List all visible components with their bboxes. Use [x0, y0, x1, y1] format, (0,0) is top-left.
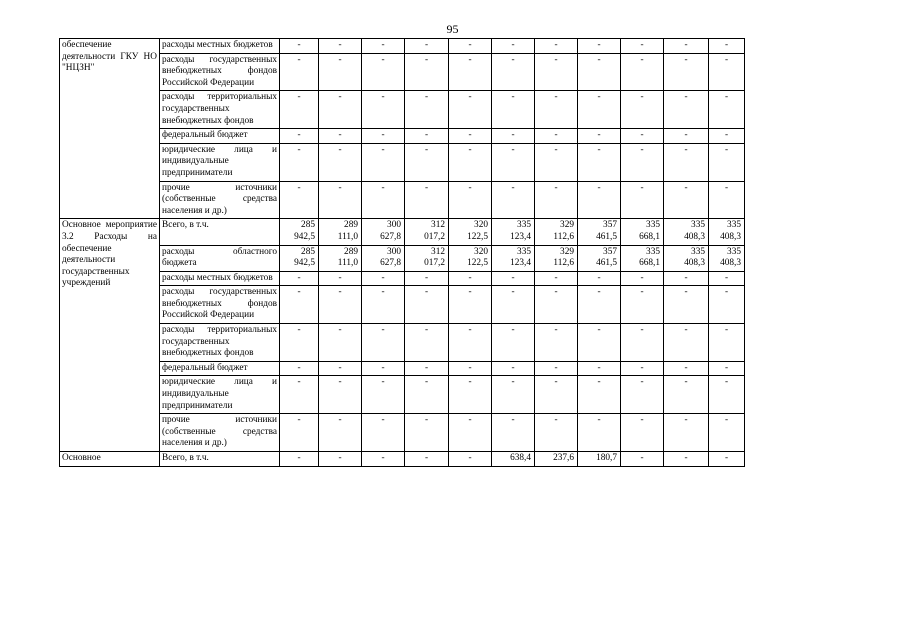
value-cell: - [664, 271, 709, 286]
value-cell: - [535, 129, 578, 144]
table-row [60, 129, 745, 144]
value-cell: - [578, 53, 621, 91]
table-row [60, 91, 745, 129]
value-cell: 335 668,1 [621, 245, 664, 271]
value-cell: - [621, 324, 664, 362]
value-cell: - [449, 129, 492, 144]
funding-source-cell: расходы областного бюджета [160, 245, 280, 271]
value-cell: - [709, 286, 745, 324]
value-cell: - [621, 53, 664, 91]
value-cell: - [535, 324, 578, 362]
value-cell: 289 111,0 [319, 219, 362, 245]
value-cell: - [319, 39, 362, 54]
value-cell: 312 017,2 [405, 219, 449, 245]
funding-source-cell: федеральный бюджет [160, 129, 280, 144]
value-cell: 320 122,5 [449, 245, 492, 271]
value-cell: - [405, 129, 449, 144]
value-cell: - [492, 286, 535, 324]
value-cell: - [362, 39, 405, 54]
funding-source-cell: прочие источники (собственные средства населения и др.) [160, 181, 280, 219]
value-cell: - [492, 91, 535, 129]
value-cell: - [578, 143, 621, 181]
table-row [60, 181, 745, 219]
value-cell: - [535, 271, 578, 286]
table-row [60, 324, 745, 362]
value-cell: - [449, 39, 492, 54]
value-cell: - [362, 414, 405, 452]
value-cell: - [319, 324, 362, 362]
value-cell: - [362, 452, 405, 467]
value-cell: - [621, 129, 664, 144]
value-cell: 357 461,5 [578, 245, 621, 271]
value-cell: - [280, 53, 319, 91]
value-cell: - [405, 271, 449, 286]
value-cell: - [405, 181, 449, 219]
value-cell: - [664, 361, 709, 376]
value-cell: - [578, 324, 621, 362]
value-cell: - [621, 414, 664, 452]
value-cell: 285 942,5 [280, 245, 319, 271]
funding-source-cell: расходы государственных внебюджетных фондов Российской Федерации [160, 286, 280, 324]
value-cell: 289 111,0 [319, 245, 362, 271]
value-cell: - [578, 271, 621, 286]
value-cell: - [405, 39, 449, 54]
value-cell: 329 112,6 [535, 219, 578, 245]
value-cell: - [664, 39, 709, 54]
table-row [60, 452, 745, 467]
value-cell: - [362, 271, 405, 286]
value-cell: - [709, 361, 745, 376]
value-cell: - [621, 91, 664, 129]
value-cell: - [535, 39, 578, 54]
value-cell: - [405, 452, 449, 467]
value-cell: 320 122,5 [449, 219, 492, 245]
funding-source-cell: юридические лица и индивидуальные предприниматели [160, 143, 280, 181]
value-cell: 329 112,6 [535, 245, 578, 271]
value-cell: - [535, 53, 578, 91]
value-cell: - [709, 129, 745, 144]
value-cell: - [621, 39, 664, 54]
value-cell: 357 461,5 [578, 219, 621, 245]
value-cell: - [664, 376, 709, 414]
table-row [60, 39, 745, 54]
value-cell: - [449, 53, 492, 91]
value-cell: - [449, 91, 492, 129]
value-cell: - [449, 271, 492, 286]
value-cell: - [319, 129, 362, 144]
value-cell: - [709, 376, 745, 414]
value-cell: - [280, 452, 319, 467]
funding-source-cell: юридические лица и индивидуальные предприниматели [160, 376, 280, 414]
value-cell: - [621, 452, 664, 467]
value-cell: - [621, 143, 664, 181]
value-cell: - [492, 53, 535, 91]
value-cell: - [362, 91, 405, 129]
value-cell: - [578, 39, 621, 54]
value-cell: - [621, 286, 664, 324]
value-cell: - [709, 39, 745, 54]
value-cell: - [535, 181, 578, 219]
value-cell: 237,6 [535, 452, 578, 467]
value-cell: - [492, 271, 535, 286]
value-cell: - [362, 143, 405, 181]
value-cell: - [535, 91, 578, 129]
value-cell: - [405, 91, 449, 129]
value-cell: 335 408,3 [709, 245, 745, 271]
value-cell: - [578, 91, 621, 129]
value-cell: - [280, 271, 319, 286]
value-cell: - [449, 286, 492, 324]
value-cell: - [578, 376, 621, 414]
funding-source-cell: федеральный бюджет [160, 361, 280, 376]
funding-source-cell: прочие источники (собственные средства населения и др.) [160, 414, 280, 452]
table-row [60, 143, 745, 181]
value-cell: - [492, 324, 535, 362]
value-cell: - [621, 361, 664, 376]
value-cell: - [709, 324, 745, 362]
funding-source-cell: расходы территориальных государственных внебюджетных фондов [160, 324, 280, 362]
value-cell: - [280, 414, 319, 452]
value-cell: - [319, 53, 362, 91]
value-cell: - [709, 271, 745, 286]
value-cell: - [449, 414, 492, 452]
table-row [60, 361, 745, 376]
value-cell: - [664, 286, 709, 324]
value-cell: - [362, 286, 405, 324]
value-cell: - [280, 129, 319, 144]
value-cell: - [621, 376, 664, 414]
table-row [60, 219, 745, 245]
value-cell: - [405, 376, 449, 414]
value-cell: - [319, 452, 362, 467]
program-label-cell: обеспечение деятельности ГКУ НО "НЦЗН" [60, 39, 160, 219]
value-cell: 335 123,4 [492, 219, 535, 245]
value-cell: 312 017,2 [405, 245, 449, 271]
value-cell: - [664, 53, 709, 91]
program-label-cell: Основное [60, 452, 160, 467]
value-cell: - [535, 376, 578, 414]
value-cell: 335 668,1 [621, 219, 664, 245]
table-row [60, 53, 745, 91]
value-cell: - [492, 129, 535, 144]
value-cell: - [280, 324, 319, 362]
value-cell: - [362, 376, 405, 414]
value-cell: - [709, 414, 745, 452]
value-cell: - [319, 271, 362, 286]
value-cell: - [319, 181, 362, 219]
table-row [60, 245, 745, 271]
table-row [60, 376, 745, 414]
value-cell: - [492, 361, 535, 376]
value-cell: - [449, 324, 492, 362]
value-cell: 335 123,4 [492, 245, 535, 271]
value-cell: - [492, 181, 535, 219]
value-cell: 335 408,3 [709, 219, 745, 245]
table-row [60, 286, 745, 324]
value-cell: - [405, 324, 449, 362]
value-cell: - [492, 414, 535, 452]
value-cell: - [319, 143, 362, 181]
value-cell: - [449, 181, 492, 219]
value-cell: - [535, 361, 578, 376]
value-cell: - [319, 414, 362, 452]
budget-table [59, 38, 745, 467]
value-cell: - [405, 286, 449, 324]
value-cell: - [578, 286, 621, 324]
value-cell: - [362, 129, 405, 144]
value-cell: - [449, 452, 492, 467]
value-cell: 335 408,3 [664, 219, 709, 245]
value-cell: - [405, 361, 449, 376]
value-cell: - [578, 129, 621, 144]
value-cell: 300 627,8 [362, 245, 405, 271]
value-cell: - [664, 129, 709, 144]
value-cell: - [405, 53, 449, 91]
value-cell: - [664, 324, 709, 362]
value-cell: - [709, 452, 745, 467]
value-cell: - [621, 271, 664, 286]
value-cell: 335 408,3 [664, 245, 709, 271]
value-cell: - [578, 414, 621, 452]
value-cell: - [664, 414, 709, 452]
program-label-cell: Основное мероприятие 3.2 Расходы на обеспечение деятельности государственных учреждений [60, 219, 160, 452]
value-cell: - [492, 376, 535, 414]
value-cell: - [578, 361, 621, 376]
value-cell: - [709, 91, 745, 129]
value-cell: - [362, 181, 405, 219]
value-cell: - [709, 53, 745, 91]
page-number: 95 [446, 22, 459, 36]
funding-source-cell: расходы территориальных государственных внебюджетных фондов [160, 91, 280, 129]
value-cell: - [664, 452, 709, 467]
funding-source-cell: Всего, в т.ч. [160, 452, 280, 467]
value-cell: - [709, 181, 745, 219]
value-cell: - [449, 376, 492, 414]
value-cell: 285 942,5 [280, 219, 319, 245]
value-cell: - [664, 91, 709, 129]
funding-source-cell: расходы государственных внебюджетных фондов Российской Федерации [160, 53, 280, 91]
value-cell: - [362, 324, 405, 362]
funding-source-cell: расходы местных бюджетов [160, 271, 280, 286]
value-cell: - [621, 181, 664, 219]
value-cell: - [280, 361, 319, 376]
value-cell: - [664, 143, 709, 181]
value-cell: 180,7 [578, 452, 621, 467]
value-cell: - [362, 361, 405, 376]
table-row [60, 271, 745, 286]
value-cell: - [319, 91, 362, 129]
value-cell: - [449, 361, 492, 376]
value-cell: - [405, 143, 449, 181]
funding-source-cell: Всего, в т.ч. [160, 219, 280, 245]
value-cell: - [319, 376, 362, 414]
value-cell: - [280, 286, 319, 324]
value-cell: - [280, 181, 319, 219]
value-cell: - [492, 39, 535, 54]
value-cell: - [535, 414, 578, 452]
value-cell: - [449, 143, 492, 181]
value-cell: - [405, 414, 449, 452]
value-cell: - [709, 143, 745, 181]
value-cell: 300 627,8 [362, 219, 405, 245]
value-cell: - [280, 143, 319, 181]
value-cell: - [280, 376, 319, 414]
value-cell: - [319, 361, 362, 376]
value-cell: - [535, 286, 578, 324]
value-cell: - [319, 286, 362, 324]
value-cell: - [535, 143, 578, 181]
value-cell: 638,4 [492, 452, 535, 467]
value-cell: - [492, 143, 535, 181]
value-cell: - [280, 91, 319, 129]
value-cell: - [362, 53, 405, 91]
value-cell: - [664, 181, 709, 219]
table-row [60, 414, 745, 452]
value-cell: - [578, 181, 621, 219]
funding-source-cell: расходы местных бюджетов [160, 39, 280, 54]
value-cell: - [280, 39, 319, 54]
